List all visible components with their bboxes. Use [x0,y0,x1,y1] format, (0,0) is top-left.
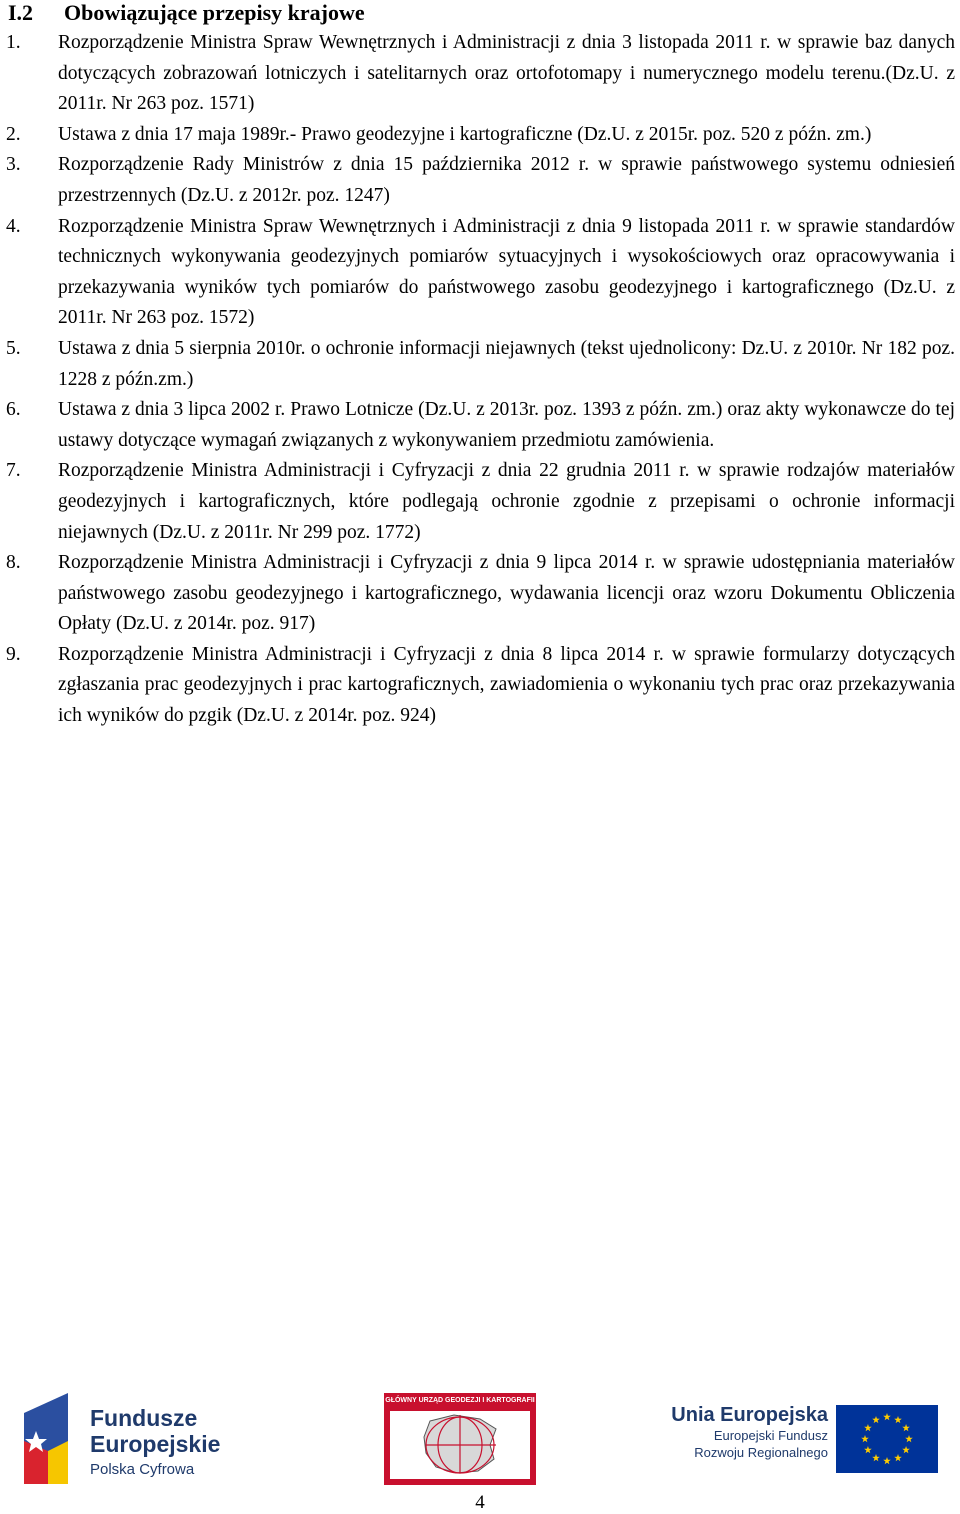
gugik-banner-text: GŁÓWNY URZĄD GEODEZJI I KARTOGRAFII [385,1397,535,1404]
item-number: 2. [6,123,21,145]
section-heading [8,0,365,26]
gugik-logo [384,1393,536,1485]
list-item [0,456,960,548]
unia-europejska-logo [666,1403,941,1478]
fundusze-europejskie-logo [22,1391,232,1486]
eu-flag-icon [836,1405,938,1473]
regulations-list [0,28,960,732]
item-text: Rozporządzenie Ministra Spraw Wewnętrznych i Administracji z dnia 3 listopada 2011 r. w sprawie baz danych dotyczących zobrazowań lotniczych i satelitarnych oraz ortofotomapy i numerycznego modelu terenu.(Dz.U. z 2011r. Nr 263 poz. 1571) [58,32,955,115]
item-number: 1. [6,32,21,53]
item-number: 9. [6,643,21,665]
item-text: Ustawa z dnia 5 sierpnia 2010r. o ochronie informacji niejawnych (tekst ujednolicony: Dz.U. z 2010r. Nr 182 poz. 1228 z późn.zm.) [58,337,955,390]
page-number: 4 [475,1492,485,1513]
item-text: Ustawa z dnia 3 lipca 2002 r. Prawo Lotnicze (Dz.U. z 2013r. poz. 1393 z późn. zm.) oraz akty wykonawcze do tej ustawy dotyczące wymagań związanych z wykonywaniem przedmiotu zamówienia. [58,399,955,451]
list-item [0,28,960,120]
fe-line2: Europejskie [90,1431,221,1457]
item-number: 7. [6,460,21,482]
item-text: Rozporządzenie Rady Ministrów z dnia 15 października 2012 r. w sprawie państwowego systemu odniesień przestrzennych (Dz.U. z 2012r. poz. 1247) [58,154,955,206]
item-text: Rozporządzenie Ministra Spraw Wewnętrznych i Administracji z dnia 9 listopada 2011 r. w sprawie standardów technicznych wykonywania geodezyjnych pomiarów sytuacyjnych i wysokościowych oraz opracowywania i przekazywania wyników tych pomiarów do państwowego zasobu geodezyjnego i kartograficznego (Dz.U. z 2011r. Nr 263 poz. 1572) [58,215,955,329]
item-text: Ustawa z dnia 17 maja 1989r.- Prawo geodezyjne i kartograficzne (Dz.U. z 2015r. poz. 520 z późn. zm.) [58,123,872,145]
item-number: 3. [6,154,21,176]
item-number: 4. [6,215,21,237]
list-item [0,548,960,640]
item-number: 6. [6,399,21,421]
list-item [0,640,960,732]
section-number: I.2 [8,0,34,25]
item-text: Rozporządzenie Ministra Administracji i Cyfryzacji z dnia 8 lipca 2014 r. w sprawie formularzy dotyczących zgłaszania prac geodezyjnych i prac kartograficznych, zawiadomienia o wykonaniu tych prac oraz przekazywania ich wyników do pzgik (Dz.U. z 2014r. poz. 924) [58,643,955,727]
list-item [0,150,960,211]
fe-line1: Fundusze [90,1405,198,1431]
gugik-emblem-icon [384,1393,536,1485]
item-number: 5. [6,337,21,359]
list-item [0,334,960,395]
item-number: 8. [6,552,21,574]
ue-line3: Rozwoju Regionalnego [694,1445,828,1460]
list-item [0,395,960,456]
section-title: Obowiązujące przepisy krajowe [64,0,365,25]
item-text: Rozporządzenie Ministra Administracji i Cyfryzacji z dnia 22 grudnia 2011 r. w sprawie rodzajów materiałów geodezyjnych i kartograficznych, które podlegają ochronie zgodnie z przepisami o ochronie informacji niejawnych (Dz.U. z 2011r. Nr 299 poz. 1772) [58,460,955,543]
list-item [0,120,960,151]
ue-line2: Europejski Fundusz [713,1428,828,1443]
ue-line1: Unia Europejska [671,1404,828,1426]
footer-logos [0,1385,960,1490]
item-text: Rozporządzenie Ministra Administracji i Cyfryzacji z dnia 9 lipca 2014 r. w sprawie udostępniania materiałów państwowego zasobu geodezyjnego i kartograficznego, wydawania licencji oraz wzoru Dokumentu Obliczenia Opłaty (Dz.U. z 2014r. poz. 917) [58,552,955,635]
fe-line3: Polska Cyfrowa [90,1461,195,1478]
fundusze-europejskie-emblem-icon [22,1391,82,1486]
list-item [0,212,960,334]
